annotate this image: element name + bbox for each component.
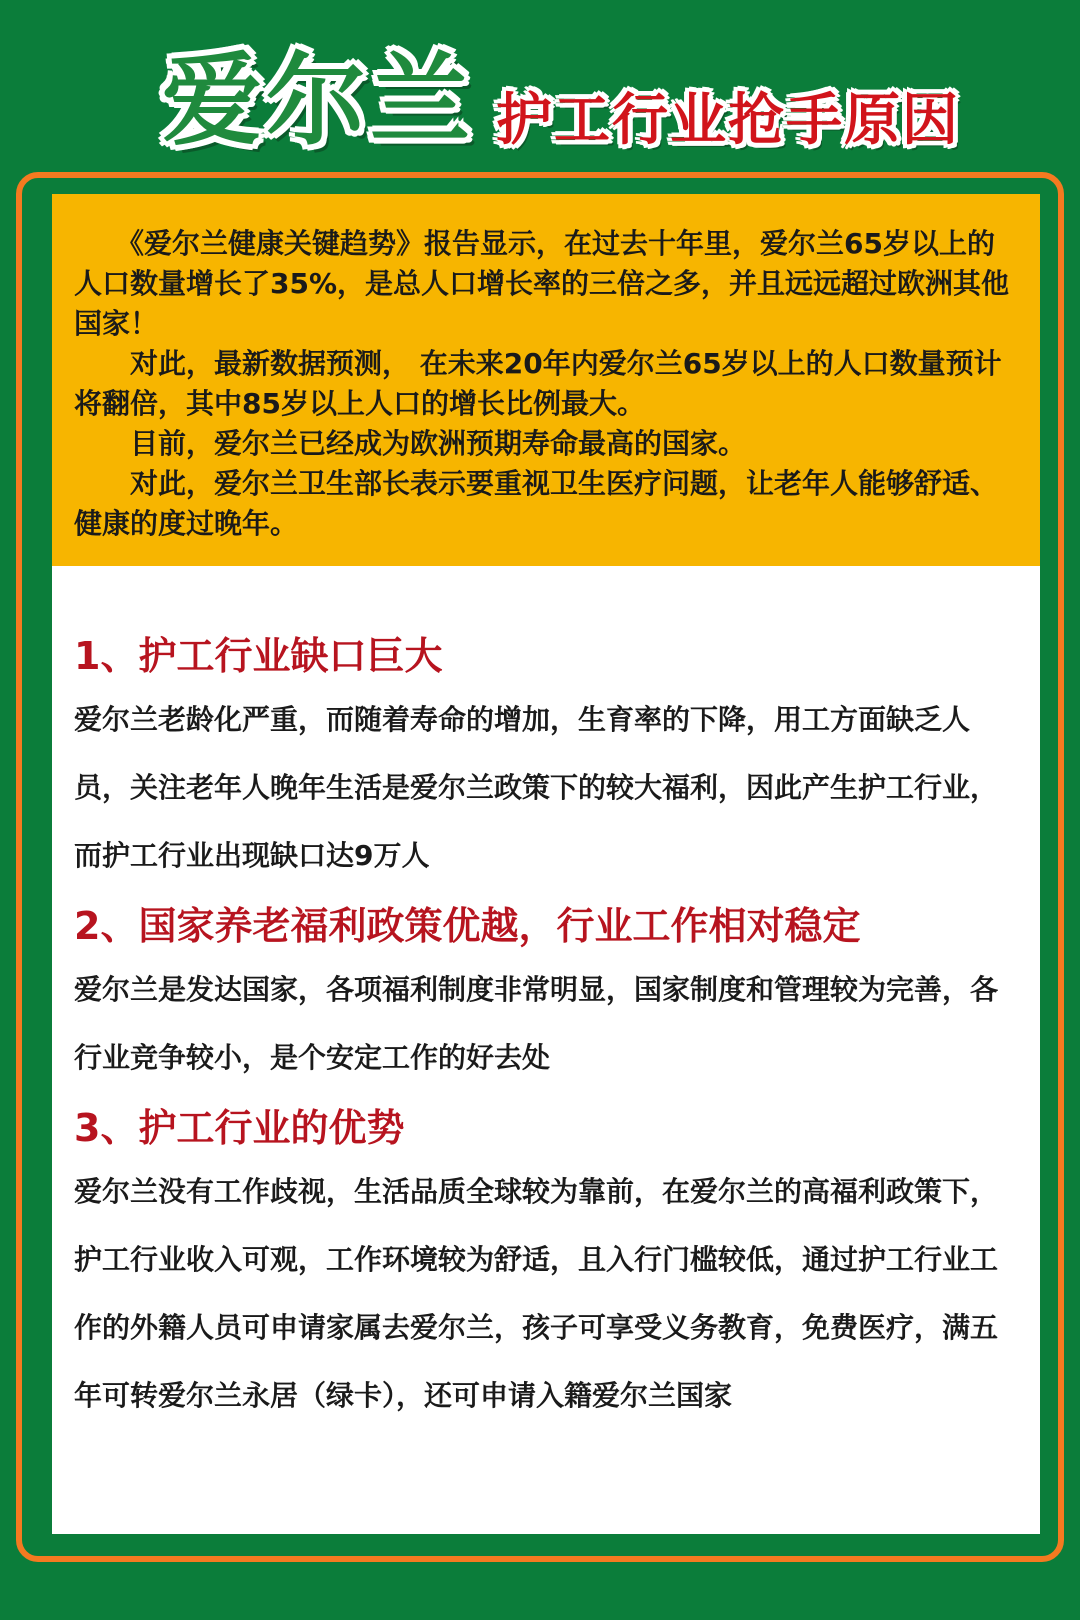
intro-paragraph: 对此，最新数据预测， 在未来20年内爱尔兰65岁以上的人口数量预计将翻倍，其中85岁以上人口的增长比例最大。 [74,347,1002,420]
poster-title: 爱尔兰 [162,42,474,159]
section-body: 爱尔兰老龄化严重，而随着寿命的增加，生育率的下降，用工方面缺乏人员，关注老年人晚年生活是爱尔兰政策下的较大福利，因此产生护工行业，而护工行业出现缺口达9万人 [74,703,999,872]
content-frame [16,172,1064,1562]
intro-panel [52,194,1040,566]
section-title: 1、护工行业缺口巨大 [74,634,443,678]
intro-paragraph: 《爱尔兰健康关键趋势》报告显示，在过去十年里，爱尔兰65岁以上的人口数量增长了35%，是总人口增长率的三倍之多，并且远远超过欧洲其他国家！ [74,227,1010,340]
poster-subtitle: 护工行业抢手原因 [496,88,960,153]
intro-paragraph: 对此，爱尔兰卫生部长表示要重视卫生医疗问题，让老年人能够舒适、健康的度过晚年。 [74,467,999,540]
section [74,626,1018,890]
section-body: 爱尔兰没有工作歧视，生活品质全球较为靠前，在爱尔兰的高福利政策下，护工行业收入可观，工作环境较为舒适，且入行门槛较低，通过护工行业工作的外籍人员可申请家属去爱尔兰，孩子可享受义务教育，免费医疗，满五年可转爱尔兰永居（绿卡），还可申请入籍爱尔兰国家 [74,1175,999,1412]
sections-panel [52,566,1040,1534]
section [74,1098,1018,1430]
section-title: 2、国家养老福利政策优越，行业工作相对稳定 [74,904,861,948]
section-title: 3、护工行业的优势 [74,1106,405,1150]
section [74,896,1018,1092]
section-body: 爱尔兰是发达国家，各项福利制度非常明显，国家制度和管理较为完善，各行业竞争较小，是个安定工作的好去处 [74,973,999,1074]
poster-header [0,30,1080,160]
intro-paragraph: 目前，爱尔兰已经成为欧洲预期寿命最高的国家。 [74,427,747,460]
